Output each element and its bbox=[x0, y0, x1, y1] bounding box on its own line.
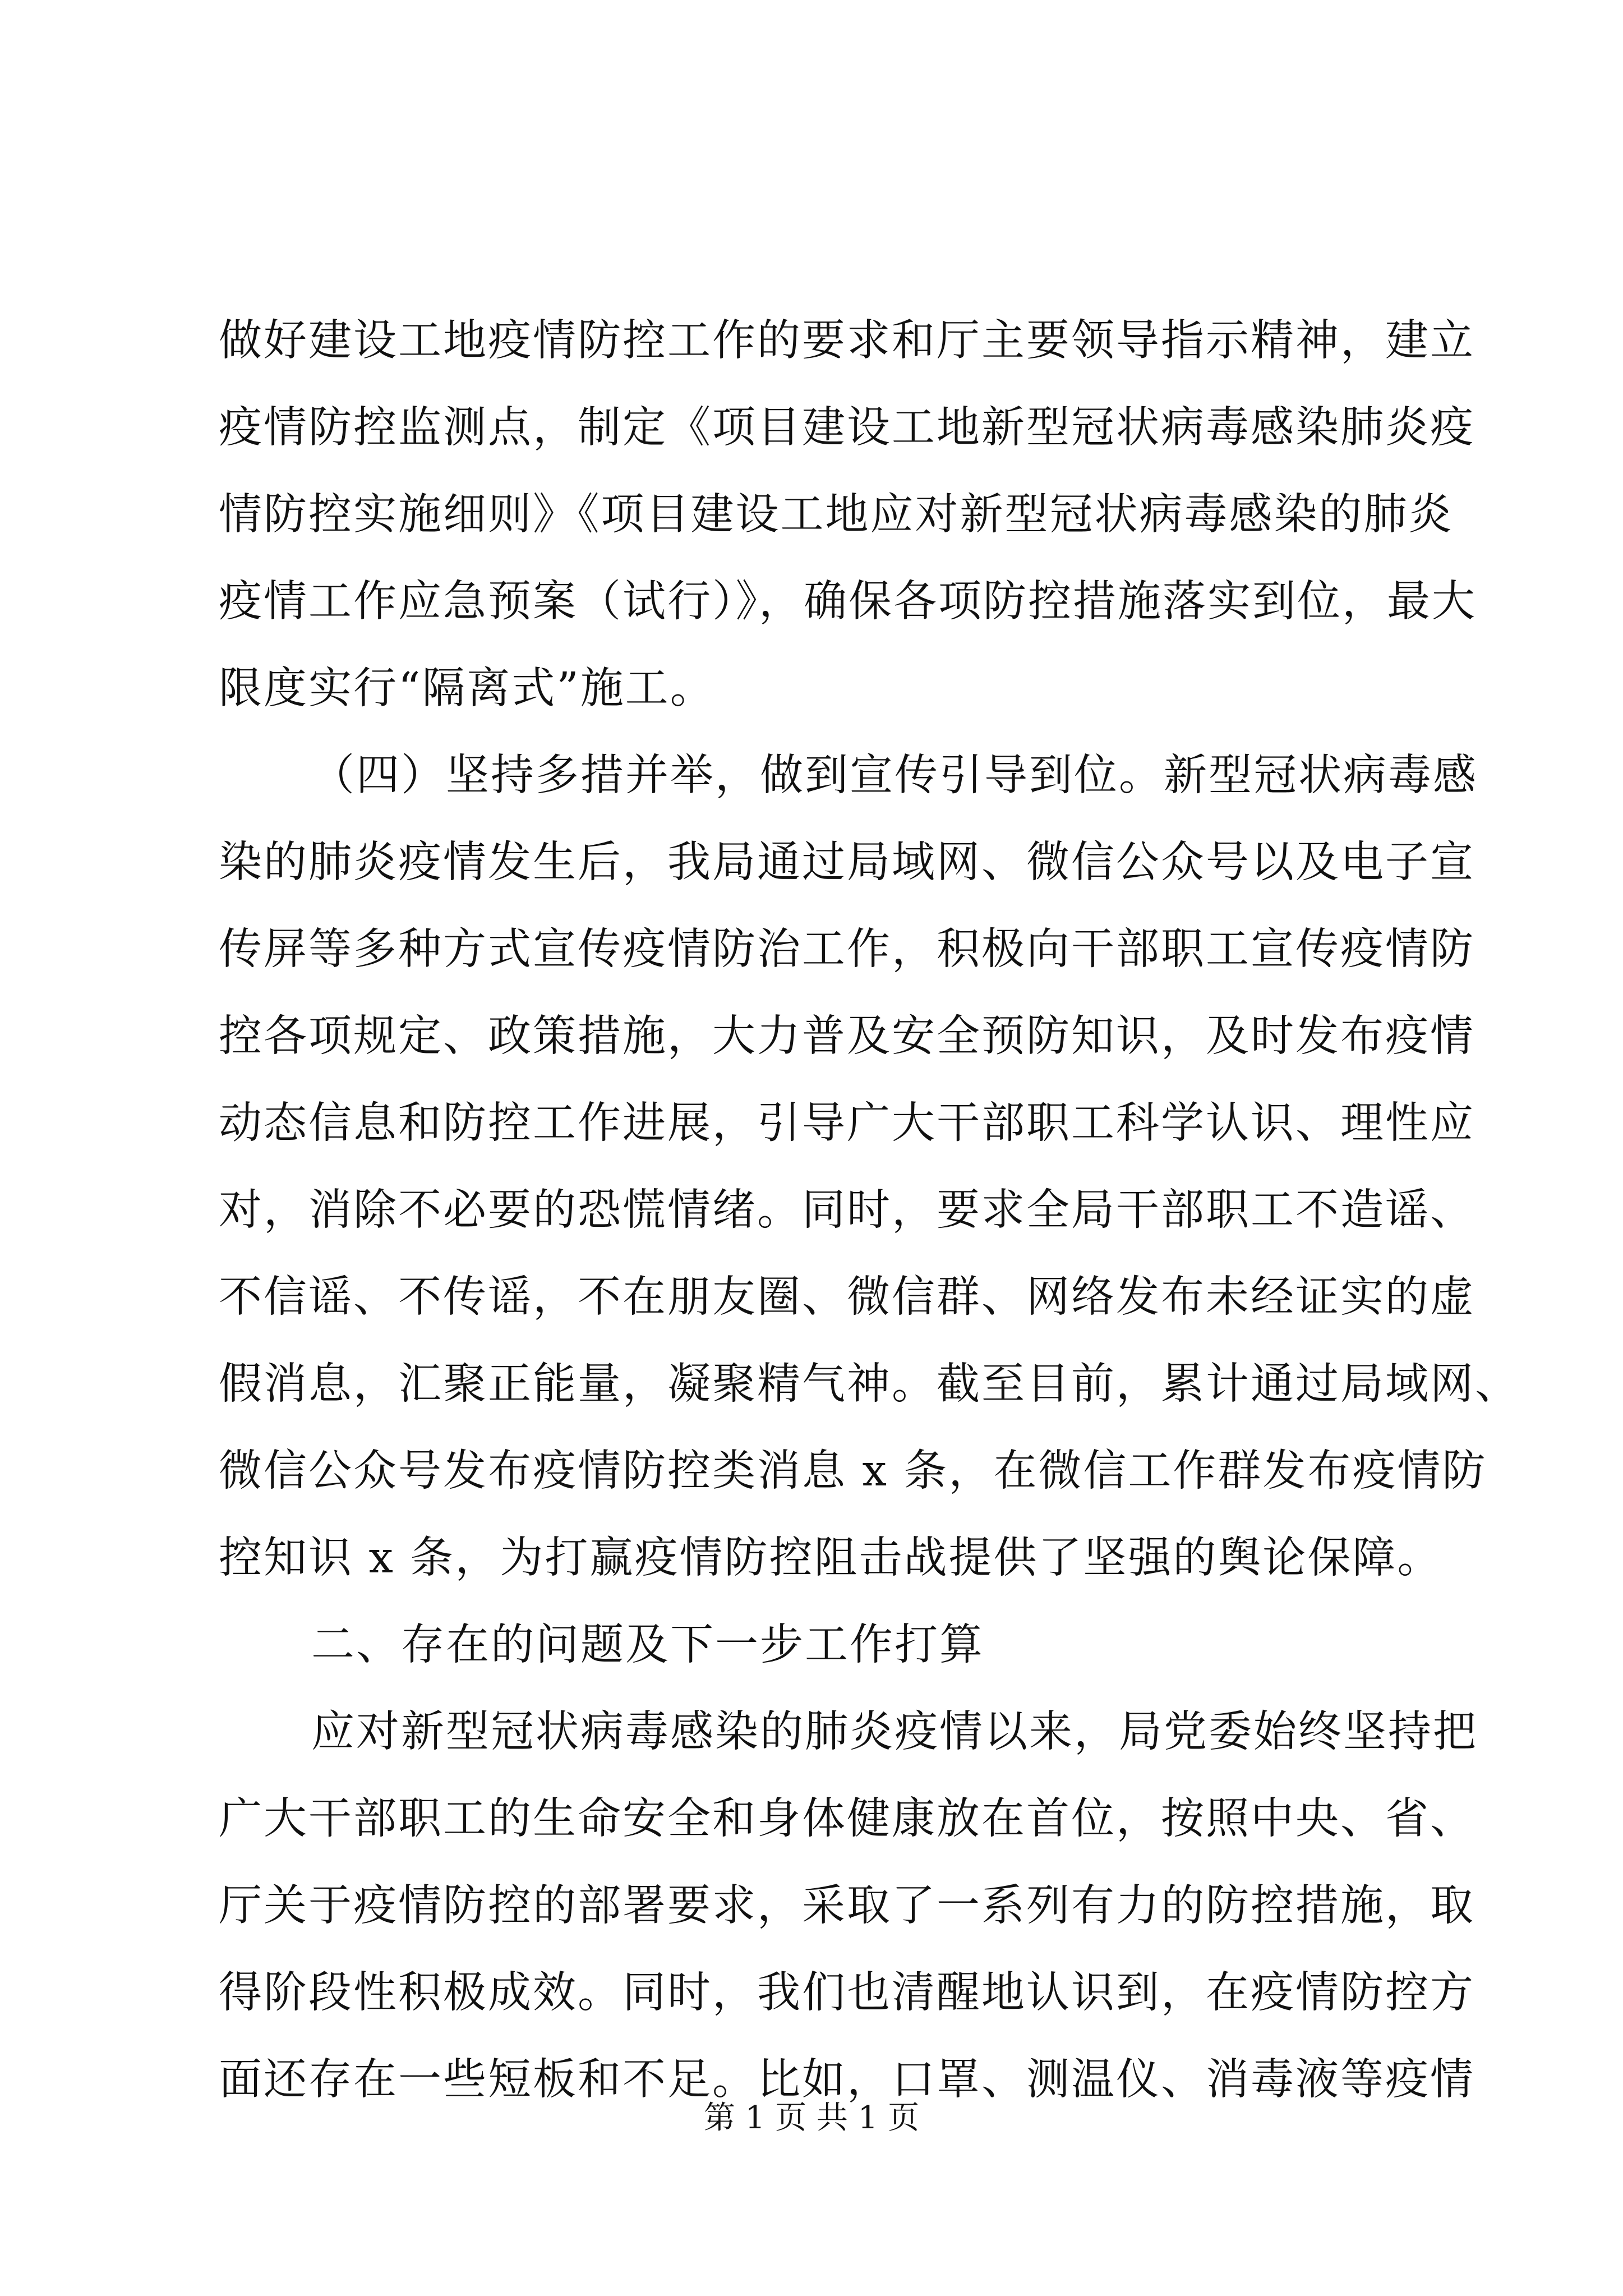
page-footer bbox=[0, 2096, 1623, 2141]
text-line: 得阶段性积极成效。同时，我们也清醒地认识到，在疫情防控方 bbox=[219, 1968, 1475, 2018]
text-line: 疫情工作应急预案（试行）》，确保各项防控措施落实到位，最大 bbox=[219, 577, 1477, 627]
text-line: 不信谣、不传谣，不在朋友圈、微信群、网络发布未经证实的虚 bbox=[219, 1272, 1475, 1322]
text-line: 控知识 x 条，为打赢疫情防控阻击战提供了坚强的舆论保障。 bbox=[219, 1533, 1442, 1583]
text-line: 控各项规定、政策措施，大力普及安全预防知识，及时发布疫情 bbox=[219, 1011, 1475, 1061]
text-line: 传屏等多种方式宣传疫情防治工作，积极向干部职工宣传疫情防 bbox=[219, 924, 1475, 974]
text-line: 厅关于疫情防控的部署要求，采取了一系列有力的防控措施，取 bbox=[219, 1881, 1475, 1931]
text-line: 动态信息和防控工作进展，引导广大干部职工科学认识、理性应 bbox=[219, 1098, 1475, 1148]
section-heading-line: （四）坚持多措并举，做到宣传引导到位。新型冠状病毒感 bbox=[311, 751, 1478, 800]
text-line: 假消息，汇聚正能量，凝聚精气神。截至目前，累计通过局域网、 bbox=[219, 1359, 1520, 1409]
page-number: 第 1 页 共 1 页 bbox=[703, 2100, 920, 2136]
text-line: 面还存在一些短板和不足。比如，口罩、测温仪、消毒液等疫情 bbox=[219, 2055, 1475, 2105]
text-line: 应对新型冠状病毒感染的肺炎疫情以来，局党委始终坚持把 bbox=[311, 1707, 1478, 1757]
text-line: 染的肺炎疫情发生后，我局通过局域网、微信公众号以及电子宣 bbox=[219, 838, 1475, 887]
text-line: 情防控实施细则》《项目建设工地应对新型冠状病毒感染的肺炎 bbox=[219, 490, 1454, 540]
document-body bbox=[219, 297, 1520, 2123]
text-line: 做好建设工地疫情防控工作的要求和厅主要领导指示精神，建立 bbox=[219, 316, 1475, 366]
section-heading: 二、存在的问题及下一步工作打算 bbox=[311, 1620, 984, 1670]
text-line: 微信公众号发布疫情防控类消息 x 条，在微信工作群发布疫情防 bbox=[219, 1446, 1487, 1496]
text-line: 广大干部职工的生命安全和身体健康放在首位，按照中央、省、 bbox=[219, 1794, 1475, 1844]
text-line: 限度实行“隔离式”施工。 bbox=[219, 664, 715, 714]
text-line: 疫情防控监测点，制定《项目建设工地新型冠状病毒感染肺炎疫 bbox=[219, 403, 1475, 453]
text-line: 对，消除不必要的恐慌情绪。同时，要求全局干部职工不造谣、 bbox=[219, 1185, 1475, 1235]
